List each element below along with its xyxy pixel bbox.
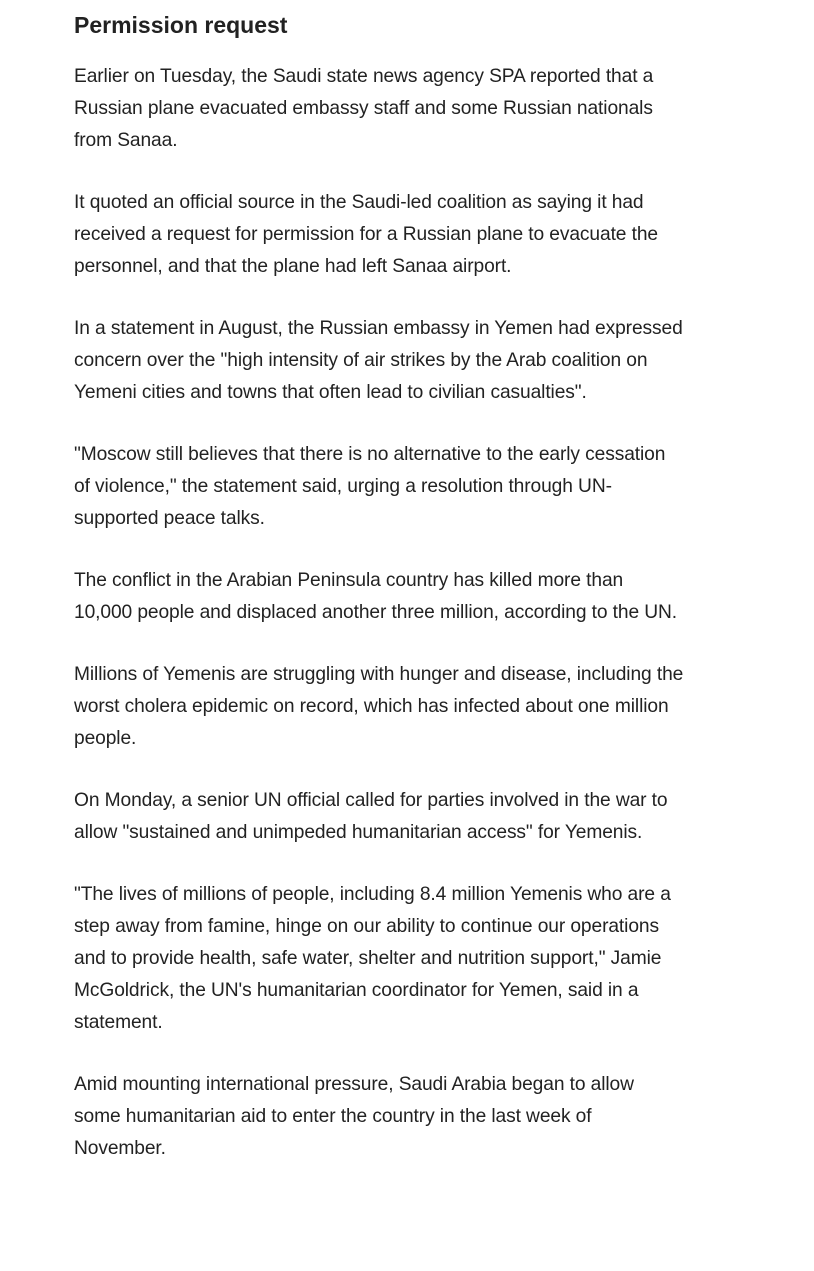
article-body xyxy=(74,8,684,1195)
paragraph-4: "Moscow still believes that there is no alternative to the early cessation of violence," the statement said, urging a resolution through UN-supported peace talks. xyxy=(74,444,666,529)
paragraph-1: Earlier on Tuesday, the Saudi state news agency SPA reported that a Russian plane evacuated embassy staff and some Russian nationals from Sanaa. xyxy=(74,66,654,151)
paragraph-7: On Monday, a senior UN official called for parties involved in the war to allow "sustained and unimpeded humanitarian access" for Yemenis. xyxy=(74,790,668,843)
paragraph-3: In a statement in August, the Russian embassy in Yemen had expressed concern over the "high intensity of air strikes by the Arab coalition on Yemeni cities and towns that often lead to civilian casualties". xyxy=(74,318,683,403)
paragraph-8: "The lives of millions of people, including 8.4 million Yemenis who are a step away from famine, hinge on our ability to continue our operations and to provide health, safe water, shelter and nutrition support," Jamie McGoldrick, the UN's humanitarian coordinator for Yemen, said in a statement. xyxy=(74,884,671,1033)
paragraph-2: It quoted an official source in the Saudi-led coalition as saying it had received a request for permission for a Russian plane to evacuate the personnel, and that the plane had left Sanaa airport. xyxy=(74,192,658,277)
section-heading: Permission request xyxy=(74,12,288,38)
paragraph-5: The conflict in the Arabian Peninsula country has killed more than 10,000 people and displaced another three million, according to the UN. xyxy=(74,570,678,623)
paragraph-6: Millions of Yemenis are struggling with hunger and disease, including the worst cholera epidemic on record, which has infected about one million people. xyxy=(74,664,684,749)
paragraph-9: Amid mounting international pressure, Saudi Arabia began to allow some humanitarian aid to enter the country in the last week of November. xyxy=(74,1074,634,1159)
